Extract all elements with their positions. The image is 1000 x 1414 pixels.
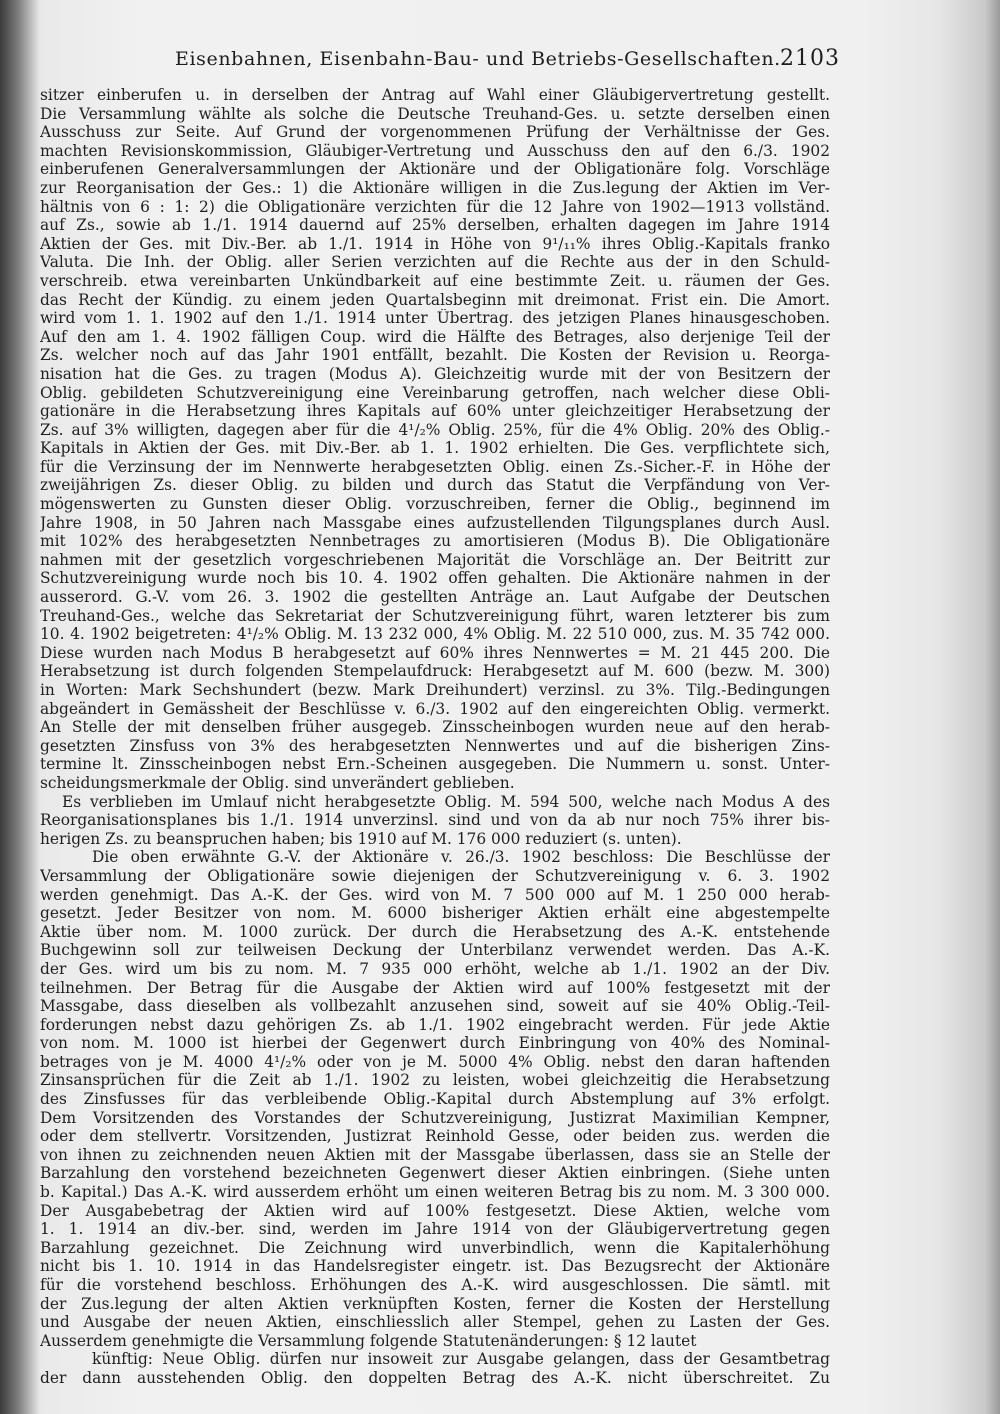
text-line: Barzahlung den vorstehend bezeichneten Gegenwert dieser Aktien einbringen. (Siehe unten <box>40 1164 830 1183</box>
text-line: und Ausgabe der neuen Aktien, einschliesslich aller Stempel, gehen zu Lasten der Ges. <box>40 1313 830 1332</box>
text-line: der Ges. wird um bis zu nom. M. 7 935 000 erhöht, welche ab 1./1. 1902 an der Div. <box>40 959 830 978</box>
text-line: ausserord. G.-V. vom 26. 3. 1902 die gestellten Anträge an. Laut Aufgabe der Deutschen <box>40 588 830 607</box>
text-line: Barzahlung gezeichnet. Die Zeichnung wird unverbindlich, wenn die Kapitalerhöhung <box>40 1238 830 1257</box>
text-line: Reorganisationsplanes bis 1./1. 1914 unverzinsl. sind und von da ab nur noch 75% ihrer bis- <box>40 811 830 830</box>
text-line: Versammlung der Obligationäre sowie diejenigen der Schutzvereinigung v. 6. 3. 1902 <box>40 866 830 885</box>
text-line: Der Ausgabebetrag der Aktien wird auf 100% festgesetzt. Diese Aktien, welche vom <box>40 1201 830 1220</box>
text-line: gesetzt. Jeder Besitzer von nom. M. 6000 bisheriger Aktien erhält eine abgestempelte <box>40 904 830 923</box>
text-line: Aktien der Ges. mit Div.-Ber. ab 1./1. 1914 in Höhe von 9¹/₁₁% ihres Oblig.-Kapitals franko <box>40 234 830 253</box>
text-line: An Stelle der mit denselben früher ausgegeb. Zinsscheinbogen wurden neue auf den herab- <box>40 718 830 737</box>
text-line: in Worten: Mark Sechshundert (bezw. Mark Dreihundert) verzinsl. zu 3%. Tilg.-Bedingungen <box>40 681 830 699</box>
text-line: sitzer einberufen u. in derselben der Antrag auf Wahl einer Gläubigervertretung gestellt. <box>40 86 830 104</box>
text-line: 10. 4. 1902 beigetreten: 4¹/₂% Oblig. M. 13 232 000, 4% Oblig. M. 22 510 000, zus. M. 35 742 000. <box>40 625 830 644</box>
text-line: Treuhand-Ges., welche das Sekretariat der Schutzvereinigung führt, waren letzterer bis zum <box>40 606 830 625</box>
running-title: Eisenbahnen, Eisenbahn-Bau- und Betriebs-Gesellschaften. <box>175 48 781 70</box>
text-line: der dann ausstehenden Oblig. den doppelten Betrag des A.-K. nicht überschreitet. Zu <box>40 1368 830 1387</box>
text-line: betrages von je M. 4000 4¹/₂% oder von je M. 5000 4% Oblig. nebst den daran haftenden <box>40 1052 830 1071</box>
text-line: Die Versammlung wählte als solche die Deutsche Treuhand-Ges. u. setzte derselben einen <box>40 104 830 123</box>
text-line: Massgabe, dass dieselben als vollbezahlt anzusehen sind, soweit auf sie 40% Oblig.-Teil- <box>40 997 830 1016</box>
text-line: künftig: Neue Oblig. dürfen nur insoweit zur Ausgabe gelangen, dass der Gesamtbetrag <box>92 1350 830 1369</box>
text-line: nisation hat die Ges. zu tragen (Modus A). Gleichzeitig wurde mit der von Besitzern der <box>40 364 830 383</box>
text-line: des Zinsfusses für das verbleibende Oblig.-Kapital durch Abstemplung auf 3% erfolgt. <box>40 1090 830 1109</box>
text-line: hältnis von 6 : 1: 2) die Obligationäre verzichten für die 12 Jahre von 1902—1913 vollständ. <box>40 197 830 216</box>
text-line: Zinsansprüchen für die Zeit ab 1./1. 1902 zu leisten, wobei gleichzeitig die Herabsetzung <box>40 1071 830 1090</box>
body-text <box>40 86 830 1388</box>
text-line: das Recht der Kündig. zu einem jeden Quartalsbeginn mit dreimonat. Frist ein. Die Amort. <box>40 290 830 309</box>
text-line: herigen Zs. zu beanspruchen haben; bis 1910 auf M. 176 000 reduziert (s. unten). <box>40 829 682 848</box>
text-line: Kapitals in Aktien der Ges. mit Div.-Ber. ab 1. 1. 1902 erhielten. Die Ges. verpflichtete sich, <box>40 439 830 458</box>
text-line: für die Verzinsung der im Nennwerte herabgesetzten Oblig. einen Zs.-Sicher.-F. in Höhe der <box>40 457 830 476</box>
text-line: gesetzten Zinsfuss von 3% des herabgesetzten Nennwertes und auf die bisherigen Zins- <box>40 736 830 755</box>
text-line: Jahre 1908, in 50 Jahren nach Massgabe eines aufzustellenden Tilgungsplanes durch Ausl. <box>40 513 830 532</box>
text-line: b. Kapital.) Das A.-K. wird ausserdem erhöht um einen weiteren Betrag bis zu nom. M. 3 300 000. <box>40 1183 830 1202</box>
text-line: Diese wurden nach Modus B herabgesetzt auf 60% ihres Nennwertes = M. 21 445 200. Die <box>40 643 830 662</box>
text-line: von nom. M. 1000 ist hierbei der Gegenwert durch Einbringung von 40% des Nominal- <box>40 1034 830 1053</box>
text-line: oder dem stellvertr. Vorsitzenden, Justizrat Reinhold Gesse, oder beiden zus. werden die <box>40 1127 830 1146</box>
text-line: mögenswerten zu Gunsten dieser Oblig. vorzuschreiben, ferner die Oblig., beginnend im <box>40 495 830 514</box>
text-line: für die vorstehend beschloss. Erhöhungen des A.-K. wird ausgeschlossen. Die sämtl. mit <box>40 1276 830 1294</box>
text-line: von ihnen zu zeichnenden neuen Aktien mit der Massgabe überlassen, dass sie an Stelle der <box>40 1145 830 1164</box>
text-line: Herabsetzung ist durch folgenden Stempelaufdruck: Herabgesetzt auf M. 600 (bezw. M. 300) <box>40 662 830 681</box>
text-line: Schutzvereinigung wurde noch bis 10. 4. 1902 offen gehalten. Die Aktionäre nahmen in der <box>40 569 830 588</box>
text-line: Oblig. gebildeten Schutzvereinigung eine Vereinbarung getroffen, nach welcher diese Obli- <box>40 383 830 402</box>
text-line: gationäre in die Herabsetzung ihres Kapitals auf 60% unter gleichzeitiger Herabsetzung der <box>40 402 830 421</box>
text-line: Ausschuss zur Seite. Auf Grund der vorgenommenen Prüfung der Verhältnisse der Ges. <box>40 123 830 142</box>
text-line: 1. 1. 1914 an div.-ber. sind, werden im Jahre 1914 von der Gläubigervertretung gegen <box>40 1220 830 1239</box>
text-line: zur Reorganisation der Ges.: 1) die Aktionäre willigen in die Zus.legung der Aktien im Ver- <box>40 178 830 197</box>
text-line: Zs. welcher noch auf das Jahr 1901 entfällt, bezahlt. Die Kosten der Revision u. Reorga- <box>40 346 830 365</box>
text-line: Es verblieben im Umlauf nicht herabgesetzte Oblig. M. 594 500, welche nach Modus A des <box>62 792 830 811</box>
page-header <box>60 46 840 76</box>
text-line: forderungen nebst dazu gehörigen Zs. ab 1./1. 1902 eingebracht werden. Für jede Aktie <box>40 1015 830 1034</box>
page-number: 2103 <box>780 46 840 71</box>
text-line: scheidungsmerkmale der Oblig. sind unverändert geblieben. <box>40 773 515 792</box>
text-line: teilnehmen. Der Betrag für die Ausgabe der Aktien wird auf 100% festgesetzt mit der <box>40 978 830 997</box>
text-line: Ausserdem genehmigte die Versammlung folgende Statutenänderungen: § 12 lautet <box>40 1331 697 1350</box>
text-line: Auf den am 1. 4. 1902 fälligen Coup. wird die Hälfte des Betrages, also derjenige Teil der <box>40 327 830 346</box>
text-line: abgeändert in Gemässheit der Beschlüsse v. 6./3. 1902 auf den eingereichten Oblig. vermerkt. <box>40 699 830 718</box>
text-line: Buchgewinn soll zur teilweisen Deckung der Unterbilanz verwendet werden. Das A.-K. <box>40 941 830 960</box>
text-line: werden genehmigt. Das A.-K. der Ges. wird von M. 7 500 000 auf M. 1 250 000 herab- <box>40 885 830 904</box>
text-line: machten Revisionskommission, Gläubiger-Vertretung und Ausschuss den auf den 6./3. 1902 <box>40 141 830 160</box>
text-line: Zs. auf 3% willigten, dagegen aber für die 4¹/₂% Oblig. 25%, für die 4% Oblig. 20% des Oblig.- <box>40 420 830 439</box>
text-line: auf Zs., sowie ab 1./1. 1914 dauernd auf 25% derselben, erhalten dagegen im Jahre 1914 <box>40 216 830 235</box>
text-line: nahmen mit der gesetzlich vorgeschriebenen Majorität die Vorschläge an. Der Beitritt zur <box>40 550 830 569</box>
text-line: Die oben erwähnte G.-V. der Aktionäre v. 26./3. 1902 beschloss: Die Beschlüsse der <box>92 848 830 867</box>
text-line: verschreib. etwa vereinbarten Unkündbarkeit auf eine bestimmte Zeit. u. räumen der Ges. <box>40 271 830 290</box>
text-line: nicht bis 1. 10. 1914 in das Handelsregister eingetr. ist. Das Bezugsrecht der Aktionäre <box>40 1257 830 1276</box>
text-line: einberufenen Generalversammlungen der Aktionäre und der Obligationäre folg. Vorschläge <box>40 160 830 179</box>
text-line: Valuta. Die Inh. der Oblig. aller Serien verzichten auf die Rechte aus der in den Schuld- <box>40 253 830 272</box>
text-line: wird vom 1. 1. 1902 auf den 1./1. 1914 unter Übertrag. des jetzigen Planes hinausgeschoben. <box>40 309 830 328</box>
text-line: mit 102% des herabgesetzten Nennbetrages zu amortisieren (Modus B). Die Obligationäre <box>40 532 830 551</box>
text-line: Aktie über nom. M. 1000 zurück. Der durch die Herabsetzung des A.-K. entstehende <box>40 922 830 941</box>
text-line: Dem Vorsitzenden des Vorstandes der Schutzvereinigung, Justizrat Maximilian Kempner, <box>40 1108 830 1127</box>
text-line: termine lt. Zinsscheinbogen nebst Ern.-Scheinen ausgegeben. Die Nummern u. sonst. Unter- <box>40 755 830 774</box>
text-line: der Zus.legung der alten Aktien verknüpften Kosten, ferner die Kosten der Herstellung <box>40 1294 830 1313</box>
text-line: zweijährigen Zs. dieser Oblig. zu bilden und durch das Statut die Verpfändung von Ver- <box>40 476 830 495</box>
